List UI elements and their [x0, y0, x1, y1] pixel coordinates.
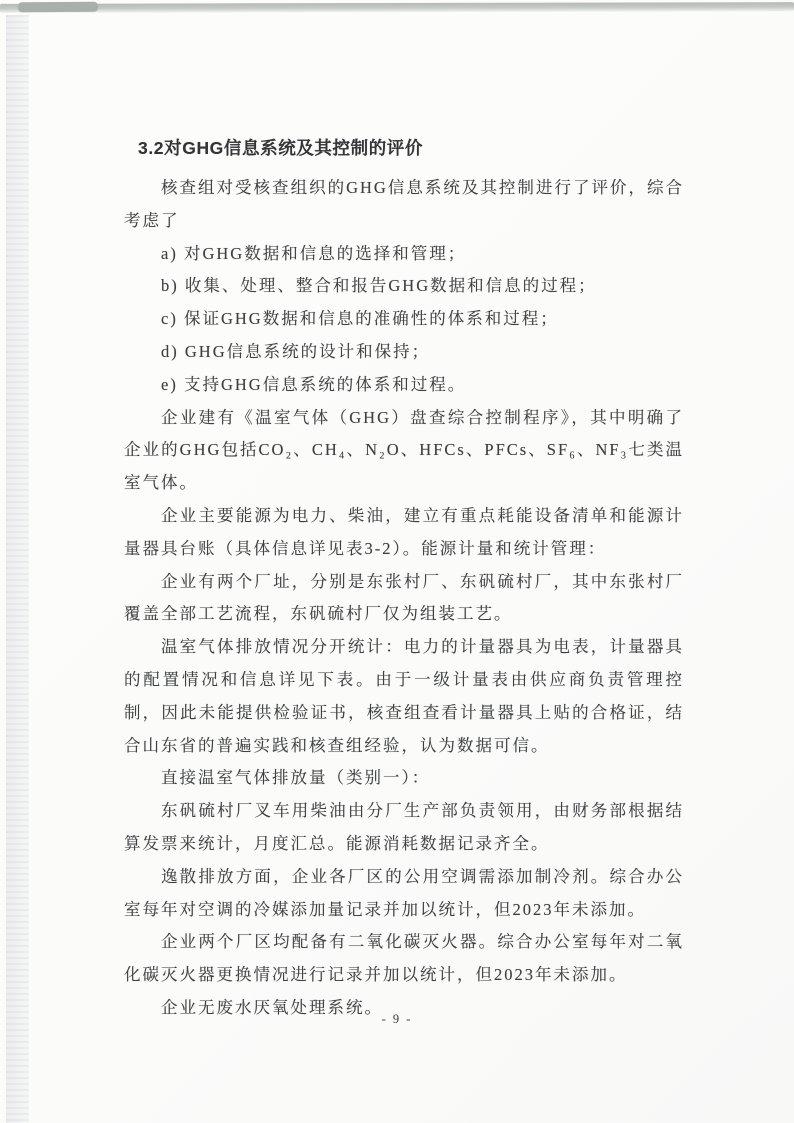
list-item: d) GHG信息系统的设计和保持； [161, 341, 431, 361]
paragraph: 企业有两个厂址，分别是东张村厂、东矾硫村厂，其中东张村厂覆盖全部工艺流程，东矾硫村厂仅为组装工艺。 [124, 571, 684, 624]
scan-top-edge-artifact [0, 2, 794, 13]
paragraph: 企业建有《温室气体（GHG）盘查综合控制程序》，其中明确了企业的GHG包括CO₂、CH₄、N₂O、HFCs、PFCs、SF₆、NF₃七类温室气体。 [124, 407, 684, 493]
paragraph: 核查组对受核查组织的GHG信息系统及其控制进行了评价，综合考虑了 [124, 178, 684, 230]
scan-left-edge-artifact [6, 15, 29, 1123]
paragraph: 逸散排放方面，企业各厂区的公用空调需添加制冷剂。综合办公室每年对空调的冷媒添加量记录并加以统计，但2023年未添加。 [124, 866, 684, 919]
list-item: e) 支持GHG信息系统的体系和过程。 [161, 374, 467, 394]
list-item: a) 对GHG数据和信息的选择和管理； [161, 243, 467, 263]
paragraph: 直接温室气体排放量（类别一）： [161, 768, 431, 788]
paragraph: 企业两个厂区均配备有二氧化碳灭火器。综合办公室每年对二氧化碳灭火器更换情况进行记录并加以统计，但2023年未添加。 [124, 932, 684, 985]
paragraph-container [124, 172, 684, 1025]
paragraph: 企业无废水厌氧处理系统。 [161, 997, 383, 1017]
paragraph: 企业主要能源为电力、柴油，建立有重点耗能设备清单和能源计量器具台账（具体信息详见表3-2）。能源计量和统计管理： [124, 505, 684, 558]
document-content [124, 136, 684, 1025]
page-number: - 9 - [381, 1012, 413, 1026]
list-item: b) 收集、处理、整合和报告GHG数据和信息的过程； [161, 276, 597, 296]
scan-top-edge-blob [18, 2, 98, 12]
paragraph: 东矾硫村厂叉车用柴油由分厂生产部负责领用，由财务部根据结算发票来统计，月度汇总。能源消耗数据记录齐全。 [124, 801, 684, 853]
list-item: c) 保证GHG数据和信息的准确性的体系和过程； [161, 309, 559, 329]
section-heading: 3.2对GHG信息系统及其控制的评价 [138, 138, 423, 158]
paragraph: 温室气体排放情况分开统计：电力的计量器具为电表，计量器具的配置情况和信息详见下表。由于一级计量表由供应商负责管理控制，因此未能提供检验证书，核查组查看计量器具上贴的合格证，结合山东省的普遍实践和核查组经验，认为数据可信。 [124, 637, 684, 755]
